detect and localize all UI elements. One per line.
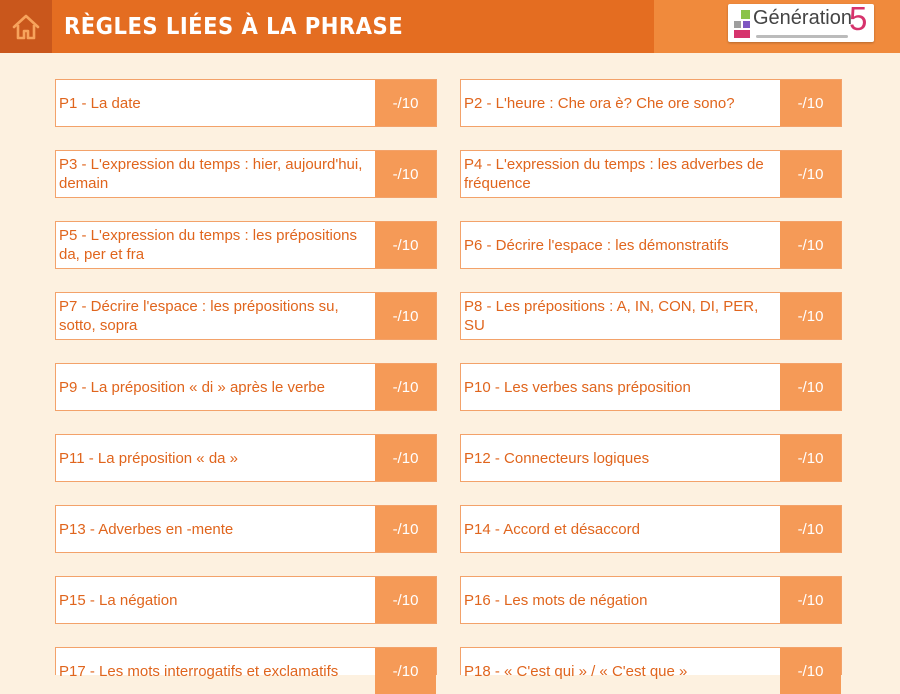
- logo-number: 5: [849, 0, 868, 37]
- rule-card-p4[interactable]: [460, 150, 842, 198]
- rule-card-p2[interactable]: [460, 79, 842, 127]
- rule-card-p3[interactable]: [55, 150, 437, 198]
- rule-score: -/10: [375, 151, 436, 197]
- rule-score: -/10: [375, 364, 436, 410]
- rule-title: P7 - Décrire l'espace : les prépositions su, sotto, sopra: [59, 298, 339, 334]
- rule-card-p17[interactable]: [55, 647, 437, 680]
- rule-title: P14 - Accord et désaccord: [464, 520, 640, 538]
- rule-title: P4 - L'expression du temps : les adverbes de fréquence: [464, 156, 764, 192]
- rule-score: -/10: [375, 577, 436, 623]
- rule-title: P3 - L'expression du temps : hier, aujourd'hui, demain: [59, 156, 363, 192]
- rule-title: P2 - L'heure : Che ora è? Che ore sono?: [464, 94, 735, 112]
- rule-score: -/10: [375, 293, 436, 339]
- page-title: RÈGLES LIÉES À LA PHRASE: [64, 14, 404, 40]
- rule-score: -/10: [780, 648, 841, 694]
- rule-card-p9[interactable]: [55, 363, 437, 411]
- rule-card-p16[interactable]: [460, 576, 842, 624]
- rule-score: -/10: [780, 151, 841, 197]
- rule-title: P16 - Les mots de négation: [464, 591, 648, 609]
- rule-title: P17 - Les mots interrogatifs et exclamatifs: [59, 662, 339, 680]
- rule-score: -/10: [780, 293, 841, 339]
- rule-title: P12 - Connecteurs logiques: [464, 449, 650, 467]
- rule-card-p15[interactable]: [55, 576, 437, 624]
- rule-score: -/10: [375, 80, 436, 126]
- rule-card-p10[interactable]: [460, 363, 842, 411]
- rule-score: -/10: [780, 435, 841, 481]
- rule-score: -/10: [375, 222, 436, 268]
- rule-title: P11 - La préposition « da »: [59, 449, 239, 467]
- rule-score: -/10: [375, 648, 436, 694]
- app-header: [0, 0, 900, 53]
- rule-score: -/10: [780, 80, 841, 126]
- generation5-logo: [728, 0, 874, 42]
- rule-title: P13 - Adverbes en -mente: [59, 520, 234, 538]
- rule-card-p12[interactable]: [460, 434, 842, 482]
- rule-card-p5[interactable]: [55, 221, 437, 269]
- logo-swoosh: [756, 35, 848, 38]
- rule-title: P9 - La préposition « di » après le verbe: [59, 378, 325, 396]
- rule-card-p6[interactable]: [460, 221, 842, 269]
- home-button[interactable]: [0, 0, 52, 53]
- rule-card-p13[interactable]: [55, 505, 437, 553]
- rule-title: P1 - La date: [59, 94, 141, 112]
- home-icon: [11, 13, 41, 41]
- rule-title: P5 - L'expression du temps : les prépositions da, per et fra: [59, 227, 358, 263]
- rule-score: -/10: [780, 506, 841, 552]
- rule-score: -/10: [780, 222, 841, 268]
- rule-card-p1[interactable]: [55, 79, 437, 127]
- rule-score: -/10: [375, 435, 436, 481]
- rule-score: -/10: [780, 364, 841, 410]
- rule-title: P18 - « C'est qui » / « C'est que »: [464, 662, 688, 680]
- rule-card-p8[interactable]: [460, 292, 842, 340]
- rule-title: P15 - La négation: [59, 591, 178, 609]
- rule-title: P8 - Les prépositions : A, IN, CON, DI, PER, SU: [464, 298, 759, 334]
- rule-title: P10 - Les verbes sans préposition: [464, 378, 691, 396]
- rule-score: -/10: [780, 577, 841, 623]
- logo-squares-icon: [734, 10, 752, 38]
- rule-title: P6 - Décrire l'espace : les démonstratifs: [464, 236, 729, 254]
- logo-text: Génération: [753, 7, 852, 29]
- rule-card-p7[interactable]: [55, 292, 437, 340]
- rule-score: -/10: [375, 506, 436, 552]
- rule-card-p18[interactable]: [460, 647, 842, 680]
- rule-card-p14[interactable]: [460, 505, 842, 553]
- rule-card-p11[interactable]: [55, 434, 437, 482]
